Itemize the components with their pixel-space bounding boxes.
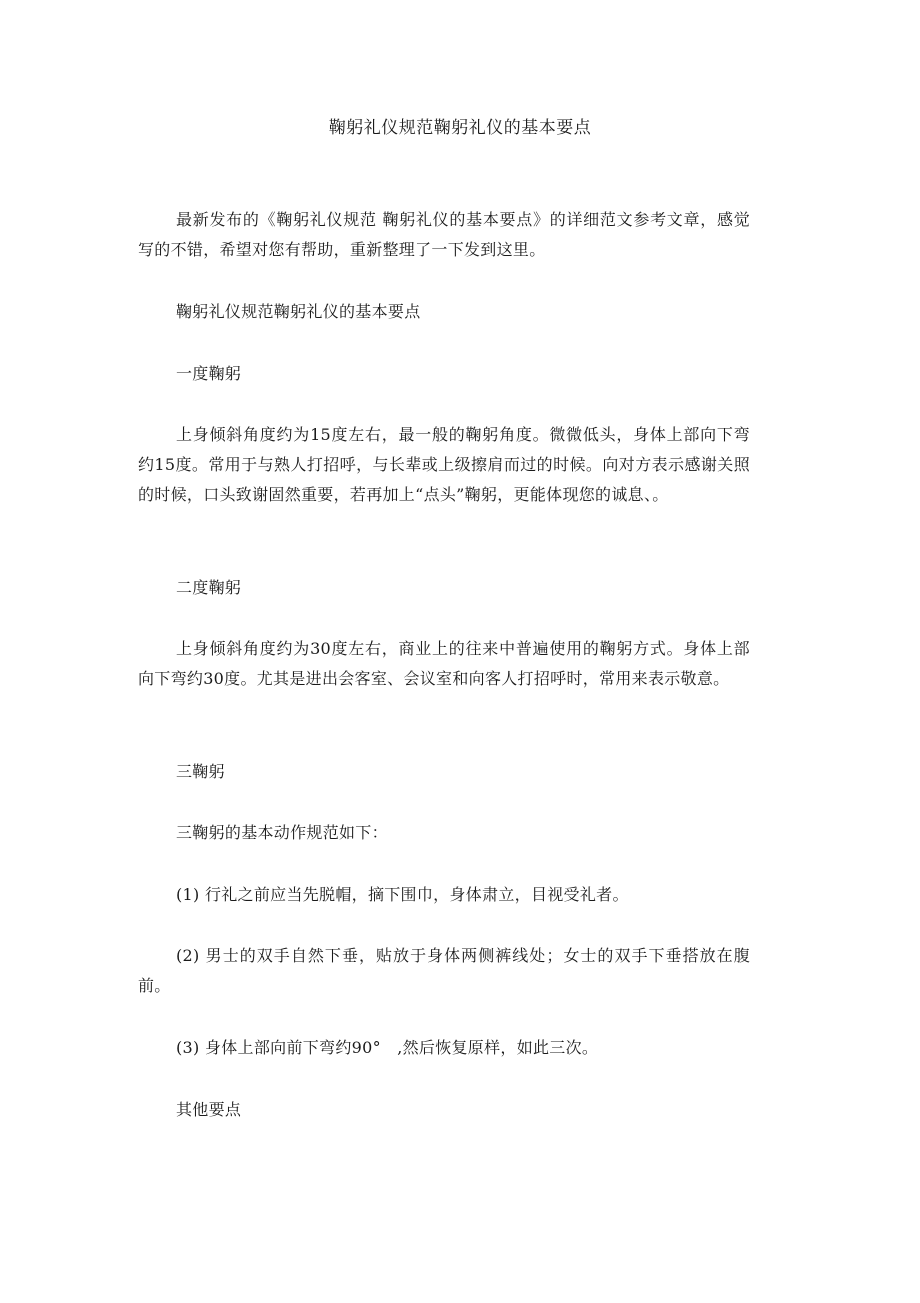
list-item-2: (2) 男士的双手自然下垂，贴放于身体两侧裤线处；女士的双手下垂搭放在腹前。 [138,946,750,995]
section-intro-three-bows: 三鞠躬的基本动作规范如下： [176,823,388,842]
intro-paragraph: 最新发布的《鞠躬礼仪规范 鞠躬礼仪的基本要点》的详细范文参考文章，感觉写的不错，希望对您有帮助，重新整理了一下发到这里。 [138,210,750,259]
subtitle-heading: 鞠躬礼仪规范鞠躬礼仪的基本要点 [176,302,421,321]
section-body-first-bow: 上身倾斜角度约为15度左右，最一般的鞠躬角度。微微低头，身体上部向下弯约15度。常用于与熟人打招呼，与长辈或上级擦肩而过的时候。向对方表示感谢关照的时候，口头致谢固然重要，若再加上“点头”鞠躬，更能体现您的诚息、。 [138,425,750,504]
section-heading-first-bow: 一度鞠躬 [176,364,242,383]
section-heading-three-bows: 三鞠躬 [176,762,225,781]
document-title: 鞠躬礼仪规范鞠躬礼仪的基本要点 [328,118,592,138]
section-heading-second-bow: 二度鞠躬 [176,578,242,597]
section-heading-other-points: 其他要点 [176,1100,242,1119]
list-item-1: (1) 行礼之前应当先脱帽，摘下围巾，身体肃立，目视受礼者。 [176,885,629,904]
section-body-second-bow: 上身倾斜角度约为30度左右，商业上的往来中普遍使用的鞠躬方式。身体上部向下弯约30度。尤其是进出会客室、会议室和向客人打招呼时，常用来表示敬意。 [138,639,750,688]
list-item-3: (3) 身体上部向前下弯约90° ,然后恢复原样，如此三次。 [176,1038,599,1057]
